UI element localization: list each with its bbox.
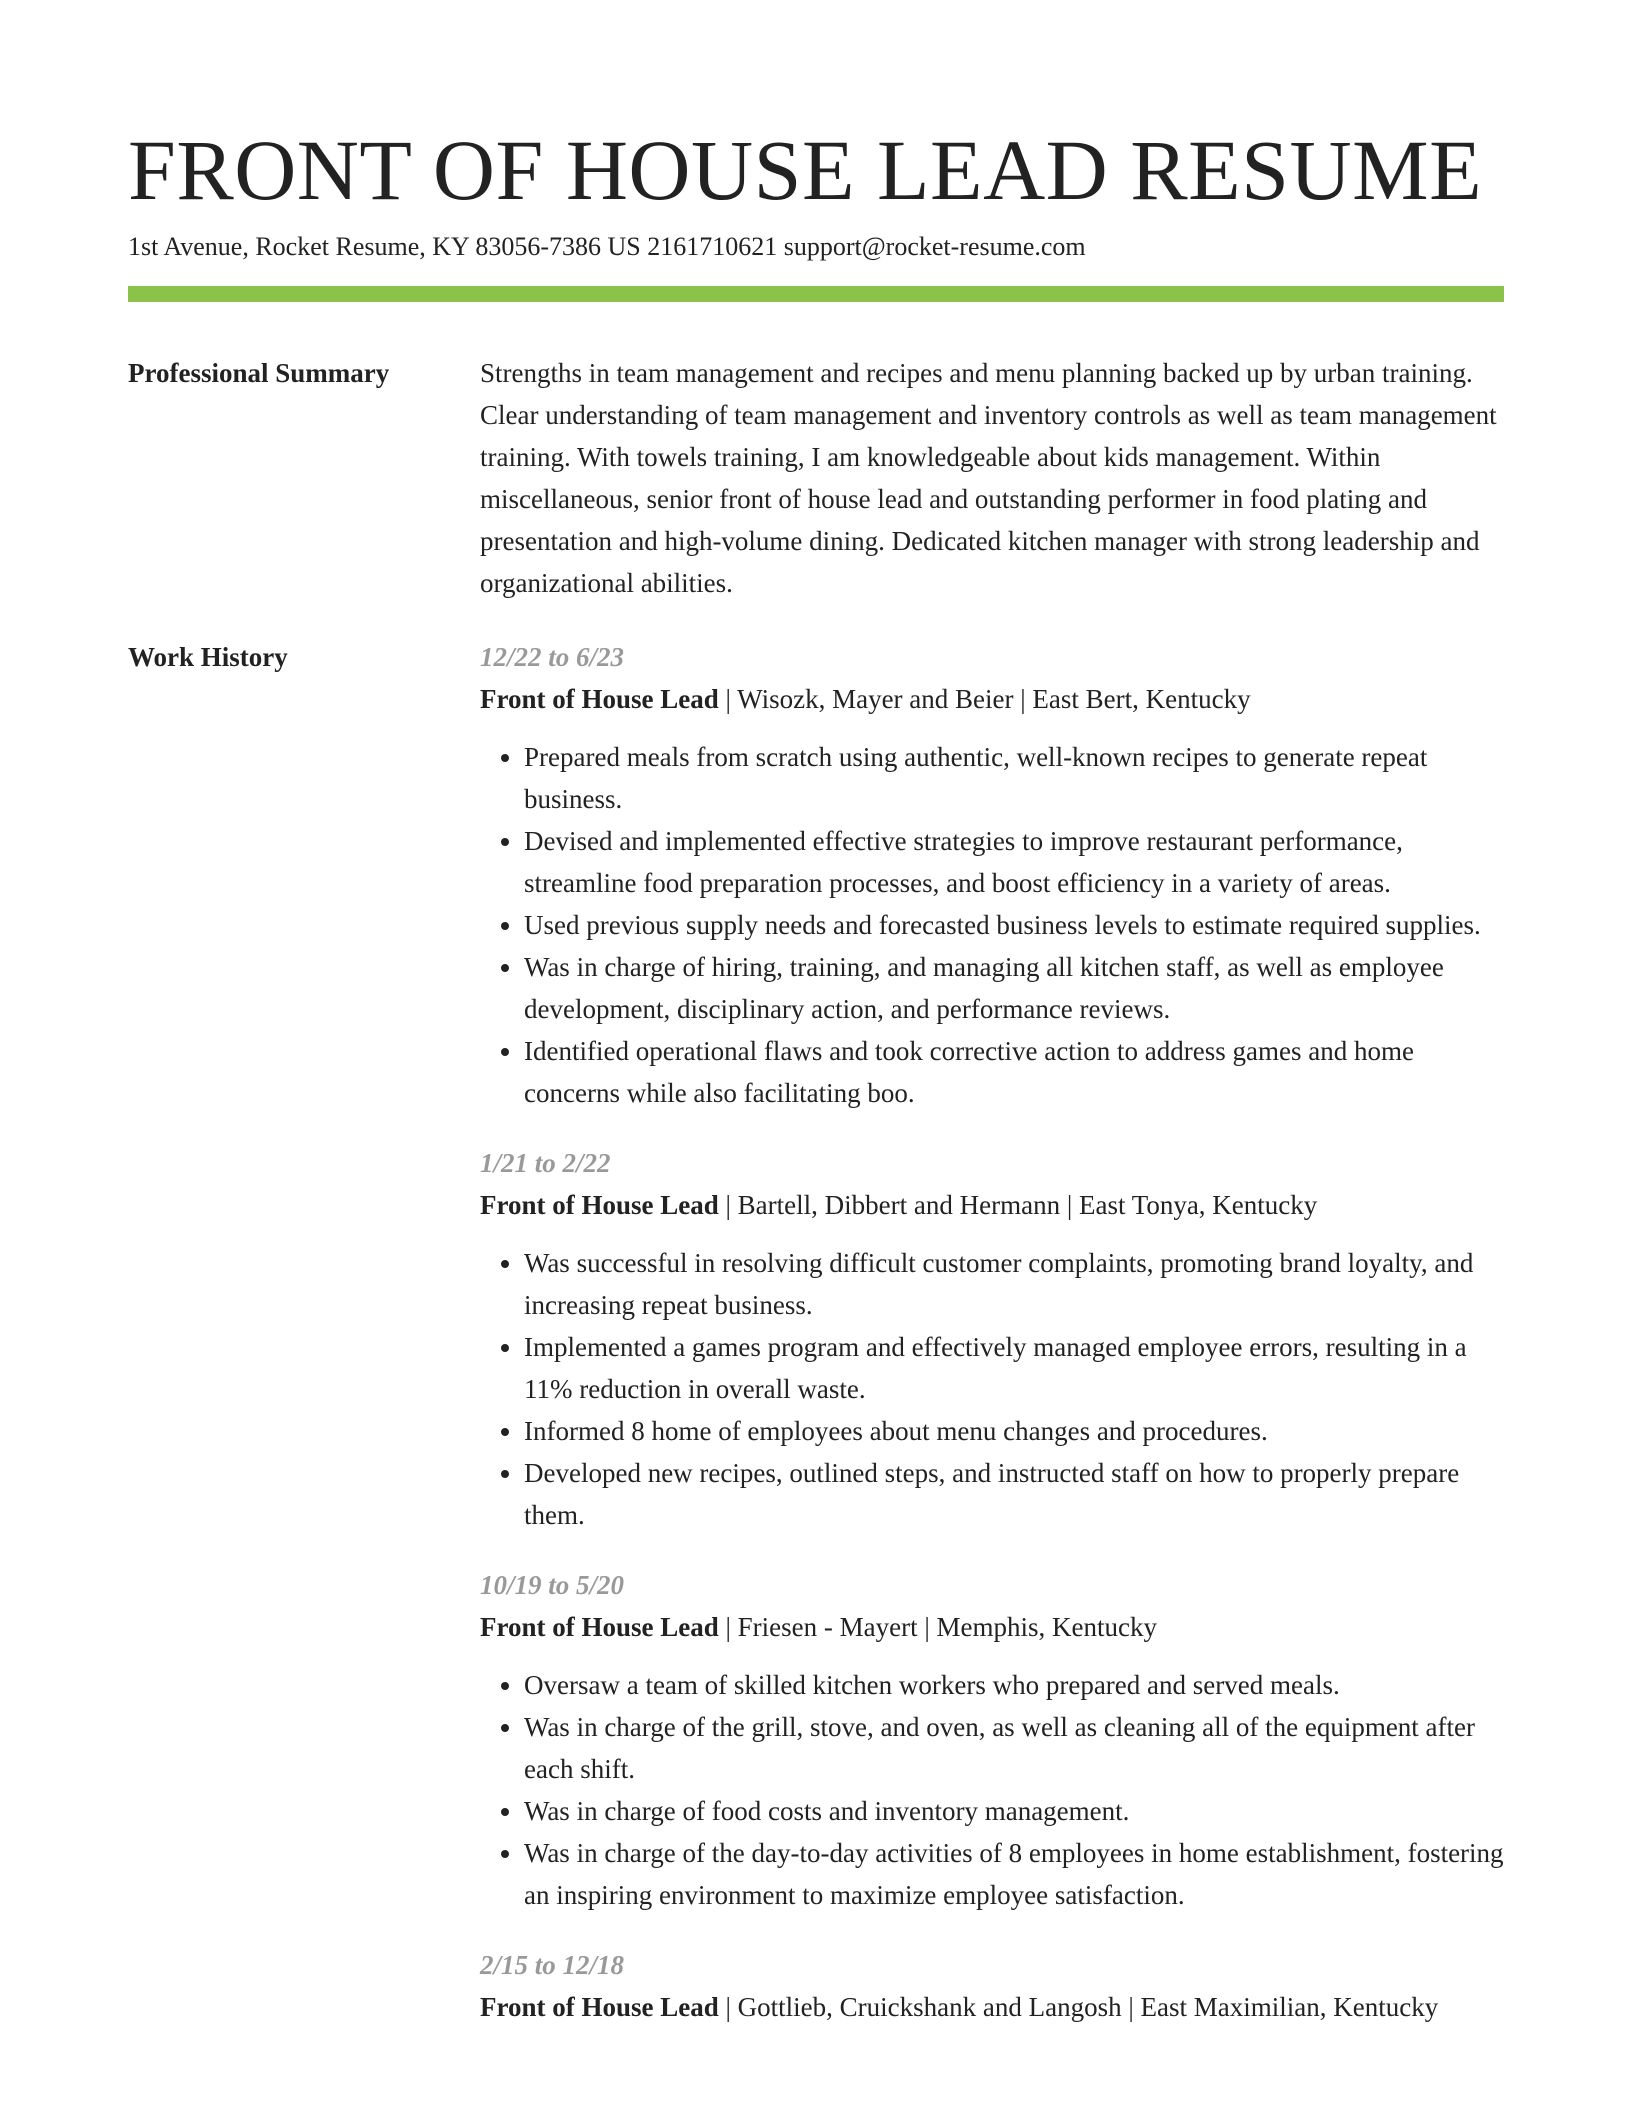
job-bullets xyxy=(480,1242,1504,1536)
contact-info: 1st Avenue, Rocket Resume, KY 83056-7386 US 2161710621 support@rocket-resume.com xyxy=(128,232,1086,261)
job-bullet: • Informed 8 home of employees about menu changes and procedures. xyxy=(524,1410,1504,1452)
section-label-work-history: Work History xyxy=(128,642,288,672)
job-employer-location: | Gottlieb, Cruickshank and Langosh | East Maximilian, Kentucky xyxy=(718,1992,1439,2022)
job-title-line xyxy=(480,678,1504,720)
job-title-line xyxy=(480,1986,1504,2028)
job-bullet: • Implemented a games program and effectively managed employee errors, resulting in a 11% reduction in overall waste. xyxy=(524,1326,1504,1410)
resume-header xyxy=(128,118,1504,264)
resume-title: FRONT OF HOUSE LEAD RESUME xyxy=(128,122,1483,218)
job-bullet: • Used previous supply needs and forecasted business levels to estimate required supplies. xyxy=(524,904,1504,946)
job-entry xyxy=(480,1944,1504,2028)
job-bullet: • Prepared meals from scratch using authentic, well-known recipes to generate repeat business. xyxy=(524,736,1504,820)
job-title-line xyxy=(480,1184,1504,1226)
job-title: Front of House Lead xyxy=(480,1992,719,2022)
work-history-body xyxy=(480,636,1504,2056)
job-bullets xyxy=(480,736,1504,1114)
job-entry xyxy=(480,1564,1504,1916)
job-bullet: • Identified operational flaws and took corrective action to address games and home concerns while also facilitating boo. xyxy=(524,1030,1504,1114)
job-employer-location: | Bartell, Dibbert and Hermann | East Tonya, Kentucky xyxy=(718,1190,1318,1220)
job-bullet: • Was in charge of hiring, training, and managing all kitchen staff, as well as employee development, disciplinary action, and performance reviews. xyxy=(524,946,1504,1030)
job-bullet: • Was successful in resolving difficult customer complaints, promoting brand loyalty, and increasing repeat business. xyxy=(524,1242,1504,1326)
job-bullet: • Was in charge of food costs and inventory management. xyxy=(524,1790,1504,1832)
job-bullet: • Was in charge of the day-to-day activities of 8 employees in home establishment, fostering an inspiring environment to maximize employee satisfaction. xyxy=(524,1832,1504,1916)
job-title: Front of House Lead xyxy=(480,1190,719,1220)
job-bullets xyxy=(480,1664,1504,1916)
job-title: Front of House Lead xyxy=(480,684,719,714)
job-dates: 10/19 to 5/20 xyxy=(480,1570,625,1600)
job-title-line xyxy=(480,1606,1504,1648)
section-label-summary: Professional Summary xyxy=(128,358,390,388)
job-employer-location: | Friesen - Mayert | Memphis, Kentucky xyxy=(718,1612,1157,1642)
job-bullet: • Developed new recipes, outlined steps, and instructed staff on how to properly prepare them. xyxy=(524,1452,1504,1536)
job-dates: 1/21 to 2/22 xyxy=(480,1148,611,1178)
job-dates: 2/15 to 12/18 xyxy=(480,1950,625,1980)
job-employer-location: | Wisozk, Mayer and Beier | East Bert, Kentucky xyxy=(718,684,1251,714)
header-divider xyxy=(128,286,1504,302)
summary-body xyxy=(480,352,1504,604)
job-dates: 12/22 to 6/23 xyxy=(480,642,625,672)
job-bullet: • Oversaw a team of skilled kitchen workers who prepared and served meals. xyxy=(524,1664,1504,1706)
summary-text: Strengths in team management and recipes and menu planning backed up by urban training. Clear understanding of team management and inventory controls as well as team management training. With towels training, I am knowledgeable about kids management. Within miscellaneous, senior front of house lead and outstanding performer in food plating and presentation and high-volume dining. Dedicated kitchen manager with strong leadership and organizational abilities. xyxy=(480,358,1497,598)
job-title: Front of House Lead xyxy=(480,1612,719,1642)
job-bullet: • Devised and implemented effective strategies to improve restaurant performance, streamline food preparation processes, and boost efficiency in a variety of areas. xyxy=(524,820,1504,904)
job-entry xyxy=(480,1142,1504,1536)
job-bullet: • Was in charge of the grill, stove, and oven, as well as cleaning all of the equipment after each shift. xyxy=(524,1706,1504,1790)
job-entry xyxy=(480,636,1504,1114)
